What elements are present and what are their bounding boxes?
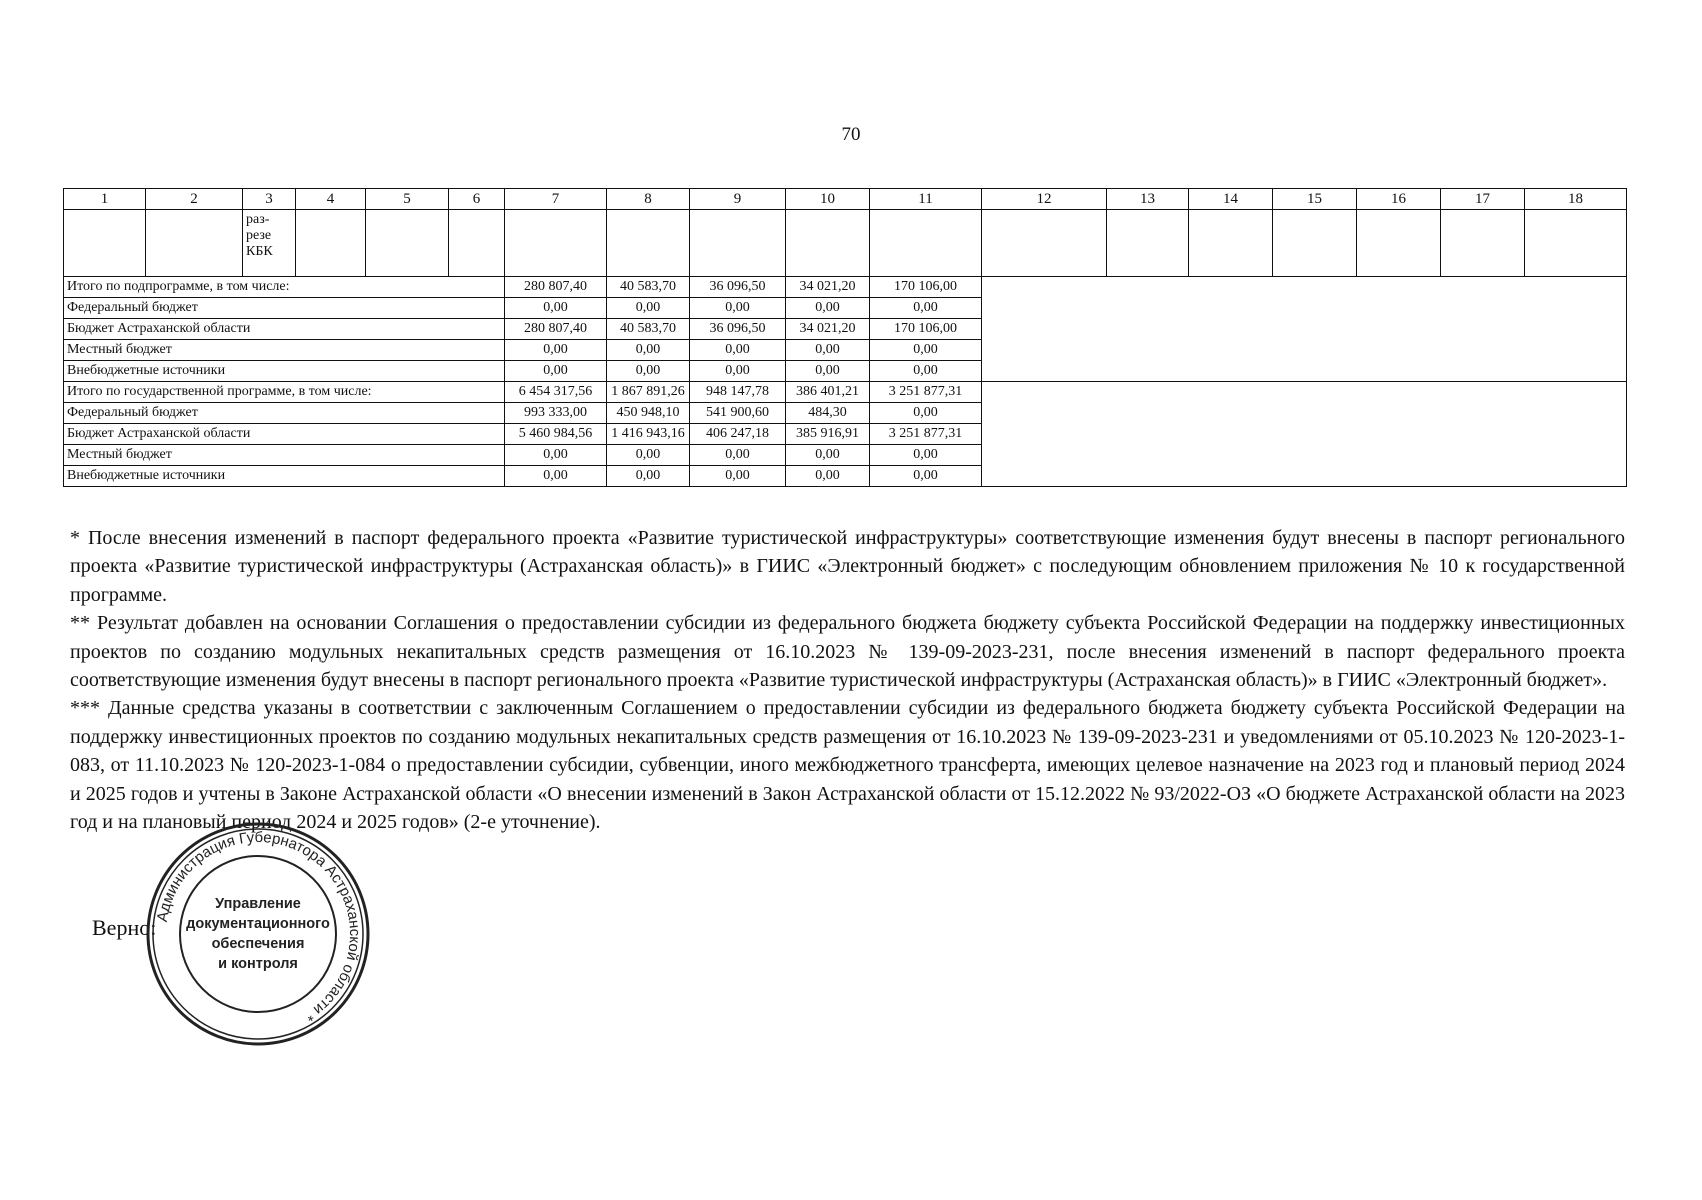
column-header-8: 8 bbox=[607, 189, 690, 210]
row-value: 0,00 bbox=[505, 361, 607, 382]
column-header-1: 1 bbox=[64, 189, 146, 210]
row-value: 0,00 bbox=[607, 445, 690, 466]
row-value: 0,00 bbox=[870, 340, 982, 361]
certification-label: Верно: bbox=[92, 915, 157, 940]
empty-cell bbox=[1525, 210, 1627, 277]
row-value: 3 251 877,31 bbox=[870, 382, 982, 403]
column-header-3: 3 bbox=[243, 189, 296, 210]
footnote-1: * После внесения изменений в паспорт федерального проекта «Развитие туристической инфраструктуры» соответствующие изменения будут внесены в паспорт регионального проекта «Развитие туристической инфраструктуры (Астраханская область)» в ГИИС «Электронный бюджет» с последующим обновлением приложения № 10 к государственной программе. bbox=[70, 527, 1625, 606]
empty-cell bbox=[982, 210, 1107, 277]
empty-cell bbox=[786, 210, 870, 277]
empty-cell bbox=[449, 210, 505, 277]
row-value: 36 096,50 bbox=[690, 319, 786, 340]
empty-cell bbox=[296, 210, 366, 277]
row-value: 484,30 bbox=[786, 403, 870, 424]
row-value: 6 454 317,56 bbox=[505, 382, 607, 403]
row-value: 0,00 bbox=[786, 298, 870, 319]
empty-cell bbox=[505, 210, 607, 277]
empty-cell bbox=[1189, 210, 1273, 277]
column-header-9: 9 bbox=[690, 189, 786, 210]
blank-area bbox=[982, 277, 1627, 382]
column-header-13: 13 bbox=[1107, 189, 1189, 210]
page-number: 70 bbox=[841, 124, 861, 145]
row-label: Федеральный бюджет bbox=[64, 298, 505, 319]
row-label: Местный бюджет bbox=[64, 340, 505, 361]
row-value: 385 916,91 bbox=[786, 424, 870, 445]
column-header-5: 5 bbox=[366, 189, 449, 210]
row-value: 386 401,21 bbox=[786, 382, 870, 403]
row-label: Внебюджетные источники bbox=[64, 361, 505, 382]
row-value: 948 147,78 bbox=[690, 382, 786, 403]
row-value: 0,00 bbox=[505, 466, 607, 487]
column-header-10: 10 bbox=[786, 189, 870, 210]
row-value: 170 106,00 bbox=[870, 319, 982, 340]
row-value: 450 948,10 bbox=[607, 403, 690, 424]
row-label: Бюджет Астраханской области bbox=[64, 319, 505, 340]
row-value: 0,00 bbox=[786, 340, 870, 361]
empty-cell bbox=[870, 210, 982, 277]
footnote-2: ** Результат добавлен на основании Соглашения о предоставлении субсидии из федерального бюджета бюджету субъекта Российской Федерации на поддержку инвестиционных проектов по созданию модульных некапитальных средств размещения от 16.10.2023 № 139-09-2023-231, после внесения изменений в паспорт федерального проекта соответствующие изменения будут внесены в паспорт регионального проекта «Развитие туристической инфраструктуры (Астраханская область)» в ГИИС «Электронный бюджет». bbox=[70, 612, 1625, 692]
row-label: Бюджет Астраханской области bbox=[64, 424, 505, 445]
stamp-center-text: Управление документационного обеспечения и контроля bbox=[186, 896, 330, 972]
kbk-row bbox=[64, 210, 1627, 277]
row-value: 40 583,70 bbox=[607, 277, 690, 298]
row-value: 0,00 bbox=[870, 298, 982, 319]
row-value: 0,00 bbox=[690, 361, 786, 382]
row-value: 34 021,20 bbox=[786, 277, 870, 298]
row-value: 0,00 bbox=[607, 340, 690, 361]
row-value: 406 247,18 bbox=[690, 424, 786, 445]
column-header-6: 6 bbox=[449, 189, 505, 210]
row-value: 280 807,40 bbox=[505, 277, 607, 298]
column-header-4: 4 bbox=[296, 189, 366, 210]
row-value: 0,00 bbox=[786, 445, 870, 466]
blank-area bbox=[982, 382, 1627, 487]
column-header-15: 15 bbox=[1273, 189, 1357, 210]
empty-cell bbox=[146, 210, 243, 277]
column-header-17: 17 bbox=[1441, 189, 1525, 210]
row-value: 0,00 bbox=[786, 361, 870, 382]
row-value: 3 251 877,31 bbox=[870, 424, 982, 445]
row-value: 170 106,00 bbox=[870, 277, 982, 298]
row-value: 0,00 bbox=[870, 466, 982, 487]
kbk-label: раз- резе КБК bbox=[243, 210, 296, 277]
official-stamp bbox=[146, 822, 370, 1046]
row-value: 1 867 891,26 bbox=[607, 382, 690, 403]
column-header-14: 14 bbox=[1189, 189, 1273, 210]
empty-cell bbox=[1107, 210, 1189, 277]
budget-table bbox=[63, 188, 1627, 487]
row-value: 280 807,40 bbox=[505, 319, 607, 340]
row-value: 0,00 bbox=[690, 466, 786, 487]
row-label: Внебюджетные источники bbox=[64, 466, 505, 487]
row-value: 0,00 bbox=[607, 298, 690, 319]
empty-cell bbox=[1357, 210, 1441, 277]
row-value: 0,00 bbox=[786, 466, 870, 487]
row-value: 5 460 984,56 bbox=[505, 424, 607, 445]
row-value: 0,00 bbox=[607, 361, 690, 382]
row-label: Итого по государственной программе, в том числе: bbox=[64, 382, 505, 403]
column-header-16: 16 bbox=[1357, 189, 1441, 210]
row-value: 1 416 943,16 bbox=[607, 424, 690, 445]
row-value: 0,00 bbox=[505, 445, 607, 466]
row-label: Местный бюджет bbox=[64, 445, 505, 466]
column-header-2: 2 bbox=[146, 189, 243, 210]
row-value: 0,00 bbox=[870, 361, 982, 382]
row-value: 0,00 bbox=[690, 340, 786, 361]
row-value: 36 096,50 bbox=[690, 277, 786, 298]
row-value: 0,00 bbox=[690, 298, 786, 319]
column-header-7: 7 bbox=[505, 189, 607, 210]
row-value: 0,00 bbox=[505, 340, 607, 361]
footnote-3: *** Данные средства указаны в соответствии с заключенным Соглашением о предоставлении субсидии из федерального бюджета бюджету субъекта Российской Федерации на поддержку инвестиционных проектов по созданию модульных некапитальных средств размещения от 16.10.2023 № 139-09-2023-231 и уведомлениями от 05.10.2023 № 120-2023-1-083, от 11.10.2023 № 120-2023-1-084 о предоставлении субсидии, субвенции, иного межбюджетного трансферта, имеющих целевое назначение на 2023 год и плановый период 2024 и 2025 годов и учтены в Законе Астраханской области «О внесении изменений в Закон Астраханской области от 15.12.2022 № 93/2022-ОЗ «О бюджете Астраханской области на 2023 год и на плановый период 2024 и 2025 годов» (2-е уточнение). bbox=[70, 697, 1625, 834]
empty-cell bbox=[1273, 210, 1357, 277]
stamp-ring-text: Администрация Губернатора Астраханской области * bbox=[153, 828, 364, 1025]
row-label: Федеральный бюджет bbox=[64, 403, 505, 424]
footnotes bbox=[70, 524, 1625, 836]
row-value: 40 583,70 bbox=[607, 319, 690, 340]
table-header-row bbox=[64, 189, 1627, 210]
table-row bbox=[64, 277, 1627, 298]
row-value: 34 021,20 bbox=[786, 319, 870, 340]
column-header-18: 18 bbox=[1525, 189, 1627, 210]
empty-cell bbox=[690, 210, 786, 277]
empty-cell bbox=[64, 210, 146, 277]
row-value: 0,00 bbox=[870, 403, 982, 424]
empty-cell bbox=[1441, 210, 1525, 277]
row-value: 0,00 bbox=[505, 298, 607, 319]
row-value: 993 333,00 bbox=[505, 403, 607, 424]
row-label: Итого по подпрограмме, в том числе: bbox=[64, 277, 505, 298]
empty-cell bbox=[607, 210, 690, 277]
row-value: 0,00 bbox=[690, 445, 786, 466]
column-header-12: 12 bbox=[982, 189, 1107, 210]
table-row bbox=[64, 382, 1627, 403]
empty-cell bbox=[366, 210, 449, 277]
row-value: 0,00 bbox=[870, 445, 982, 466]
column-header-11: 11 bbox=[870, 189, 982, 210]
row-value: 541 900,60 bbox=[690, 403, 786, 424]
row-value: 0,00 bbox=[607, 466, 690, 487]
